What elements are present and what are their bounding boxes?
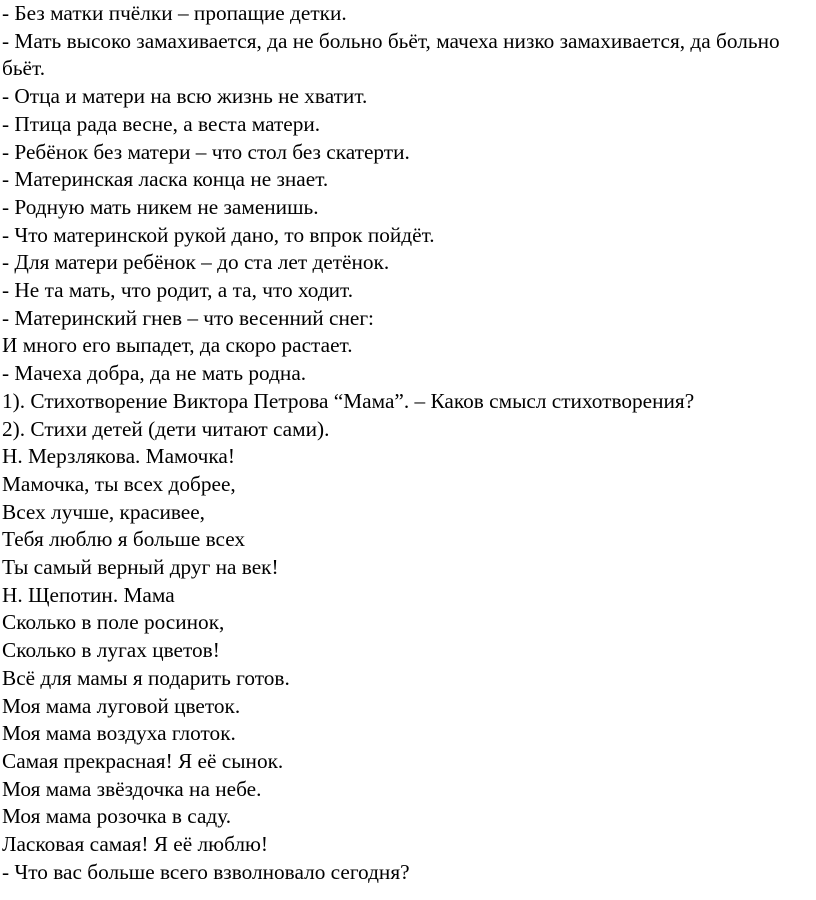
poem-line: Ласковая самая! Я её люблю! bbox=[2, 832, 269, 857]
document-page bbox=[2, 0, 814, 887]
poem-title: Н. Щепотин. Мама bbox=[2, 582, 175, 607]
poem-line: Самая прекрасная! Я её сынок. bbox=[2, 748, 284, 773]
poem-line: Моя мама воздуха глоток. bbox=[2, 721, 236, 746]
poem-line: Всё для мамы я подарить готов. bbox=[2, 665, 290, 690]
poem-line: Ты самый верный друг на век! bbox=[2, 555, 279, 580]
poem-line: Моя мама розочка в саду. bbox=[2, 804, 232, 829]
proverb-line: - Мать высоко замахивается, да не больно бьёт, мачеха низко замахивается, да больно бьёт. bbox=[2, 28, 780, 81]
poem-line: Сколько в лугах цветов! bbox=[2, 638, 220, 663]
proverb-line: - Для матери ребёнок – до ста лет детёнок. bbox=[2, 250, 390, 275]
poem-line: Сколько в поле росинок, bbox=[2, 610, 225, 635]
proverb-line: - Материнский гнев – что весенний снег: bbox=[2, 305, 374, 330]
proverb-line: - Ребёнок без матери – что стол без скатерти. bbox=[2, 139, 410, 164]
poem-line: Мамочка, ты всех добрее, bbox=[2, 471, 236, 496]
proverb-line: - Родную мать никем не заменишь. bbox=[2, 194, 319, 219]
proverb-line: - Птица рада весне, а веста матери. bbox=[2, 111, 321, 136]
poem-title: Н. Мерзлякова. Мамочка! bbox=[2, 444, 235, 469]
proverb-line: И много его выпадет, да скоро растает. bbox=[2, 333, 353, 358]
proverb-line: - Не та мать, что родит, а та, что ходит. bbox=[2, 278, 354, 303]
poem-line: Тебя люблю я больше всех bbox=[2, 527, 246, 552]
proverb-line: - Материнская ласка конца не знает. bbox=[2, 167, 329, 192]
proverb-line: - Отца и матери на всю жизнь не хватит. bbox=[2, 84, 368, 109]
poem-line: Моя мама звёздочка на небе. bbox=[2, 776, 262, 801]
proverb-line: - Что материнской рукой дано, то впрок пойдёт. bbox=[2, 222, 435, 247]
proverb-line: - Мачеха добра, да не мать родна. bbox=[2, 361, 307, 386]
question-line: - Что вас больше всего взволновало сегодня? bbox=[2, 859, 410, 884]
poem-line: Моя мама луговой цветок. bbox=[2, 693, 241, 718]
task-line: 2). Стихи детей (дети читают сами). bbox=[2, 416, 330, 441]
task-line: 1). Стихотворение Виктора Петрова “Мама”. – Каков смысл стихотворения? bbox=[2, 388, 695, 413]
proverb-line: - Без матки пчёлки – пропащие детки. bbox=[2, 1, 347, 25]
poem-line: Всех лучше, красивее, bbox=[2, 499, 206, 524]
